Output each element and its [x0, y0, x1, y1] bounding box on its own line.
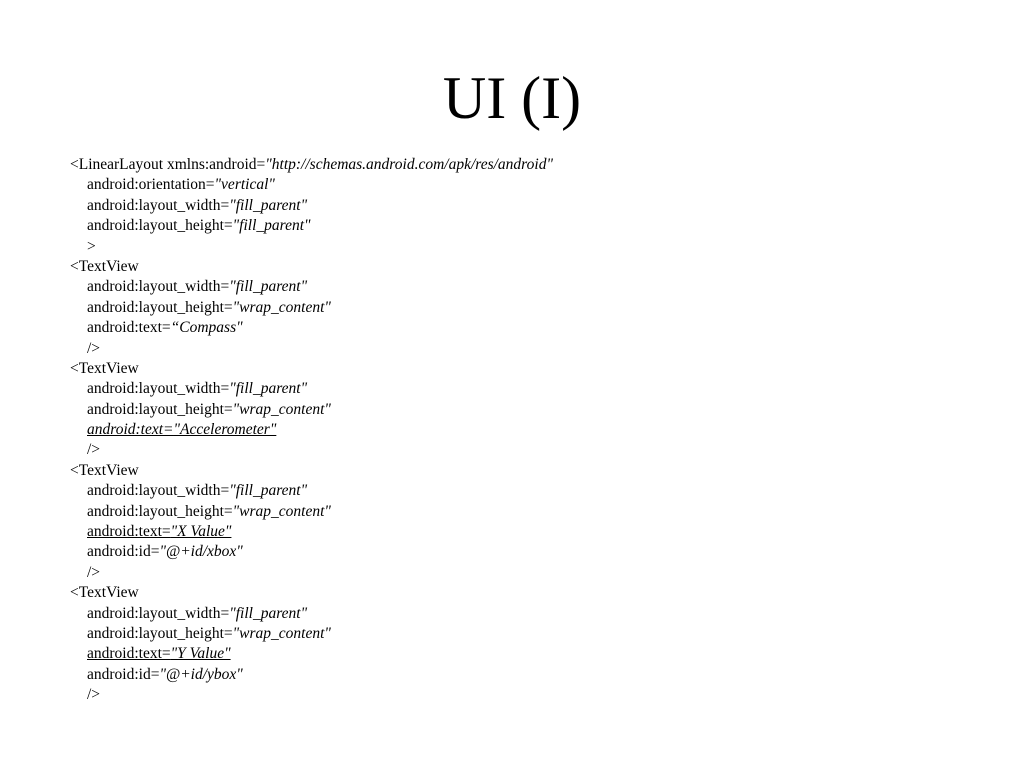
code-line — [70, 420, 970, 440]
code-attribute-name: android:layout_width= — [87, 278, 230, 296]
code-line-content — [87, 441, 100, 458]
code-line-content — [87, 176, 275, 193]
code-line — [70, 665, 970, 685]
code-line-content — [87, 401, 331, 418]
code-line-content — [87, 625, 331, 642]
code-attribute-value: "X Value" — [170, 523, 232, 541]
code-attribute-name: android:layout_width= — [87, 604, 230, 622]
code-attribute-name: android:id= — [87, 543, 160, 561]
code-attribute-name: <TextView — [70, 359, 139, 377]
code-attribute-name: android:layout_height= — [87, 298, 233, 316]
code-line — [70, 563, 970, 583]
code-attribute-name: android:layout_height= — [87, 217, 233, 235]
code-line-content — [87, 543, 243, 560]
code-line-content — [87, 421, 276, 438]
code-line-content — [87, 666, 243, 683]
code-line-content — [70, 258, 139, 275]
code-attribute-value: "fill_parent" — [229, 482, 308, 500]
code-line — [70, 481, 970, 501]
code-attribute-name: /> — [87, 339, 101, 357]
code-line-content — [87, 523, 231, 540]
code-attribute-name: > — [87, 237, 96, 255]
code-line-content — [87, 686, 100, 703]
code-line — [70, 624, 970, 644]
slide-title: UI (I) — [442, 65, 582, 131]
code-line-content — [70, 360, 139, 377]
code-line-content — [87, 380, 307, 397]
code-attribute-value: "@+id/xbox" — [159, 543, 243, 561]
code-line-content — [87, 319, 243, 336]
code-attribute-name: android:orientation= — [87, 176, 215, 194]
code-line-content — [87, 564, 100, 581]
code-attribute-name: android:text= — [87, 421, 174, 439]
code-attribute-name: android:layout_height= — [87, 624, 233, 642]
code-line — [70, 257, 970, 277]
code-line-content — [87, 217, 311, 234]
code-attribute-name: android:text= — [87, 523, 171, 541]
code-attribute-name: /> — [87, 563, 101, 581]
code-attribute-value: "wrap_content" — [232, 502, 331, 520]
code-attribute-value: “Compass" — [170, 319, 243, 337]
code-attribute-name: <LinearLayout xmlns:android= — [70, 156, 266, 173]
code-attribute-value: "fill_parent" — [232, 217, 311, 235]
code-line — [70, 604, 970, 624]
code-attribute-name: android:id= — [87, 665, 160, 683]
xml-code-block — [70, 155, 970, 706]
code-line-content — [87, 503, 331, 520]
code-attribute-value: "wrap_content" — [232, 624, 331, 642]
code-attribute-value: "fill_parent" — [229, 278, 308, 296]
code-line — [70, 155, 970, 175]
code-attribute-value: "wrap_content" — [232, 298, 331, 316]
code-line — [70, 522, 970, 542]
code-line-content — [70, 156, 553, 173]
code-attribute-name: android:layout_height= — [87, 502, 233, 520]
code-attribute-value: "fill_parent" — [229, 380, 308, 398]
code-line-content — [87, 645, 231, 662]
code-attribute-value: "wrap_content" — [232, 400, 331, 418]
code-attribute-name: /> — [87, 686, 101, 704]
code-line — [70, 440, 970, 460]
code-line — [70, 277, 970, 297]
code-line — [70, 196, 970, 216]
code-attribute-value: "fill_parent" — [229, 196, 308, 214]
code-attribute-name: android:layout_width= — [87, 196, 230, 214]
code-line — [70, 339, 970, 359]
code-line-content — [70, 462, 139, 479]
code-attribute-value: "http://schemas.android.com/apk/res/android" — [265, 156, 553, 173]
code-attribute-name: android:layout_height= — [87, 400, 233, 418]
code-line — [70, 685, 970, 705]
code-line — [70, 461, 970, 481]
code-line-content — [87, 238, 96, 255]
code-line — [70, 298, 970, 318]
code-line — [70, 379, 970, 399]
code-line-content — [70, 584, 139, 601]
code-line-content — [87, 482, 307, 499]
code-attribute-name: android:layout_width= — [87, 482, 230, 500]
code-line — [70, 502, 970, 522]
code-attribute-value: "vertical" — [214, 176, 275, 194]
code-line — [70, 542, 970, 562]
code-line — [70, 359, 970, 379]
code-line-content — [87, 197, 307, 214]
code-attribute-name: <TextView — [70, 584, 139, 602]
code-attribute-name: <TextView — [70, 257, 139, 275]
code-attribute-value: "fill_parent" — [229, 604, 308, 622]
code-line — [70, 175, 970, 195]
code-line — [70, 237, 970, 257]
code-line — [70, 583, 970, 603]
code-attribute-name: <TextView — [70, 461, 139, 479]
code-attribute-name: android:layout_width= — [87, 380, 230, 398]
code-line-content — [87, 278, 307, 295]
code-attribute-name: android:text= — [87, 319, 171, 337]
code-attribute-name: android:text= — [87, 645, 171, 663]
code-line-content — [87, 299, 331, 316]
code-line-content — [87, 340, 100, 357]
code-line — [70, 400, 970, 420]
code-line — [70, 318, 970, 338]
code-line — [70, 644, 970, 664]
code-attribute-name: /> — [87, 441, 101, 459]
code-attribute-value: "Accelerometer" — [173, 421, 277, 439]
code-line — [70, 216, 970, 236]
code-attribute-value: "Y Value" — [170, 645, 231, 663]
code-attribute-value: "@+id/ybox" — [159, 665, 243, 683]
code-line-content — [87, 605, 307, 622]
